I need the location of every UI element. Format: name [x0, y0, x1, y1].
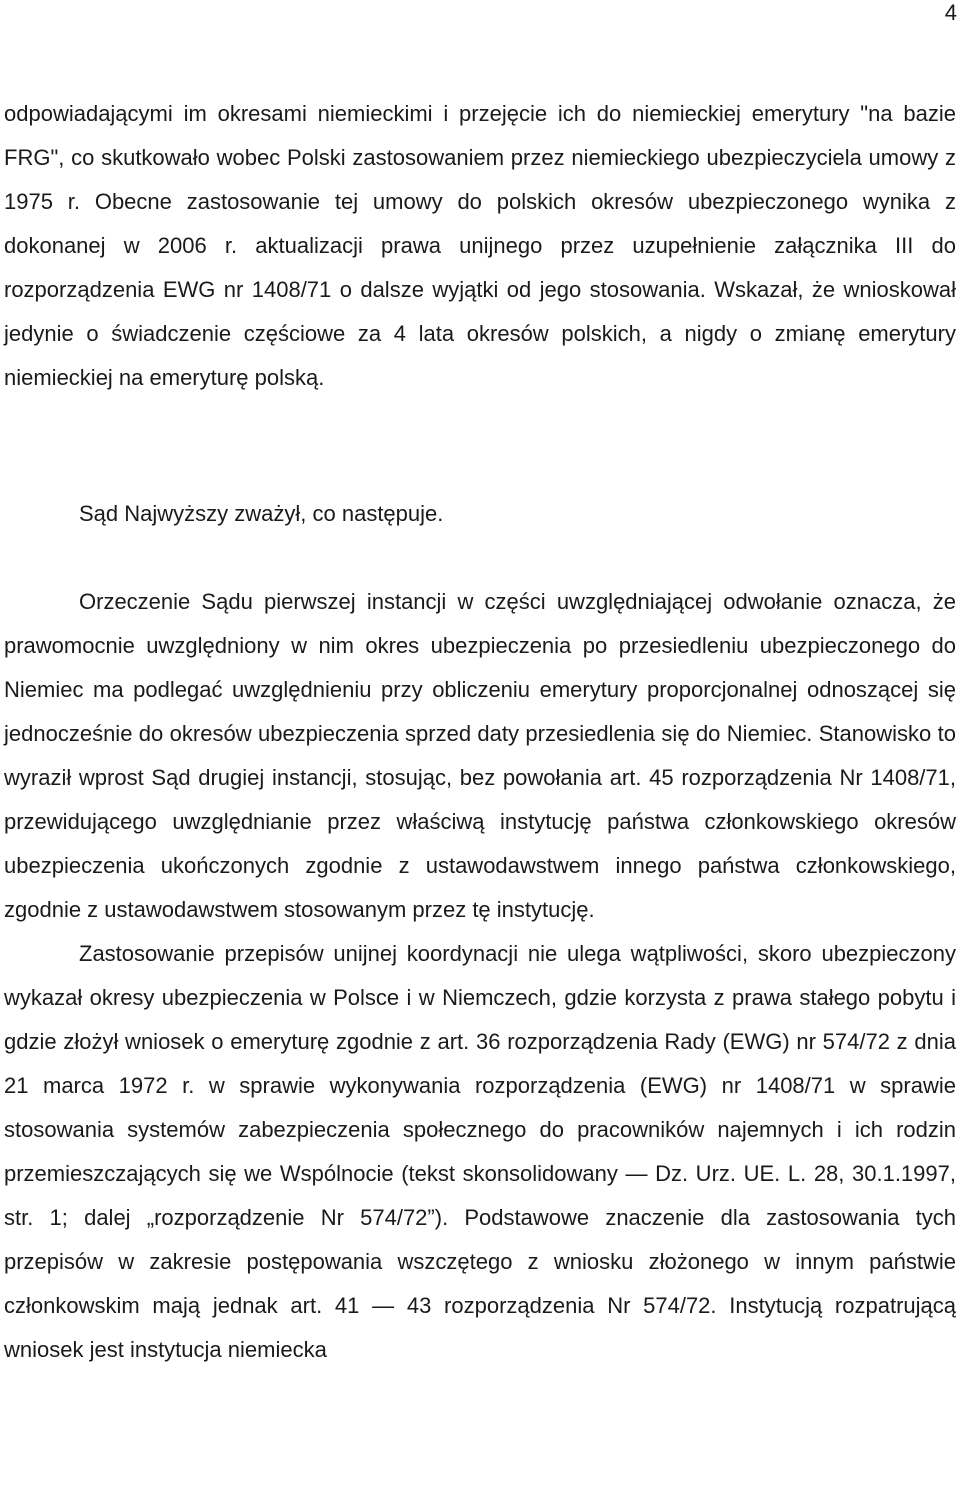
paragraph-continuation-block: [4, 92, 956, 400]
paragraph: Orzeczenie Sądu pierwszej instancji w części uwzględniającej odwołanie oznacza, że prawomocnie uwzględniony w nim okres ubezpieczenia po przesiedleniu ubezpieczonego do Niemiec ma podlegać uwzględnieniu przy obliczeniu emerytury proporcjonalnej odnoszącej się jednocześnie do okresów ubezpieczenia sprzed daty przesiedlenia się do Niemiec. Stanowisko to wyraził wprost Sąd drugiej instancji, stosując, bez powołania art. 45 rozporządzenia Nr 1408/71, przewidującego uwzględnianie przez właściwą instytucję państwa członkowskiego okresów ubezpieczenia ukończonych zgodnie z ustawodawstwem innego państwa członkowskiego, zgodnie z ustawodawstwem stosowanym przez tę instytucję.: [4, 589, 956, 922]
section-statement: Sąd Najwyższy zważył, co następuje.: [79, 501, 444, 526]
heading-block: [4, 492, 956, 536]
body-text-block: [4, 580, 956, 1372]
paragraph: Zastosowanie przepisów unijnej koordynacji nie ulega wątpliwości, skoro ubezpieczony wykazał okresy ubezpieczenia w Polsce i w Niemczech, gdzie korzysta z prawa stałego pobytu i gdzie złożył wniosek o emeryturę zgodnie z art. 36 rozporządzenia Rady (EWG) nr 574/72 z dnia 21 marca 1972 r. w sprawie wykonywania rozporządzenia (EWG) nr 1408/71 w sprawie stosowania systemów zabezpieczenia społecznego do pracowników najemnych i ich rodzin przemieszczających się we Wspólnocie (tekst skonsolidowany — Dz. Urz. UE. L. 28, 30.1.1997, str. 1; dalej „rozporządzenie Nr 574/72”). Podstawowe znaczenie dla zastosowania tych przepisów w zakresie postępowania wszczętego z wniosku złożonego w innym państwie członkowskim mają jednak art. 41 — 43 rozporządzenia Nr 574/72. Instytucją rozpatrującą wniosek jest instytucja niemiecka: [4, 941, 956, 1362]
page-number: 4: [944, 0, 957, 25]
paragraph: odpowiadającymi im okresami niemieckimi i przejęcie ich do niemieckiej emerytury "na bazie FRG", co skutkowało wobec Polski zastosowaniem przez niemieckiego ubezpieczyciela umowy z 1975 r. Obecne zastosowanie tej umowy do polskich okresów ubezpieczonego wynika z dokonanej w 2006 r. aktualizacji prawa unijnego przez uzupełnienie załącznika III do rozporządzenia EWG nr 1408/71 o dalsze wyjątki od jego stosowania. Wskazał, że wnioskował jedynie o świadczenie częściowe za 4 lata okresów polskich, a nigdy o zmianę emerytury niemieckiej na emeryturę polską.: [4, 101, 956, 390]
